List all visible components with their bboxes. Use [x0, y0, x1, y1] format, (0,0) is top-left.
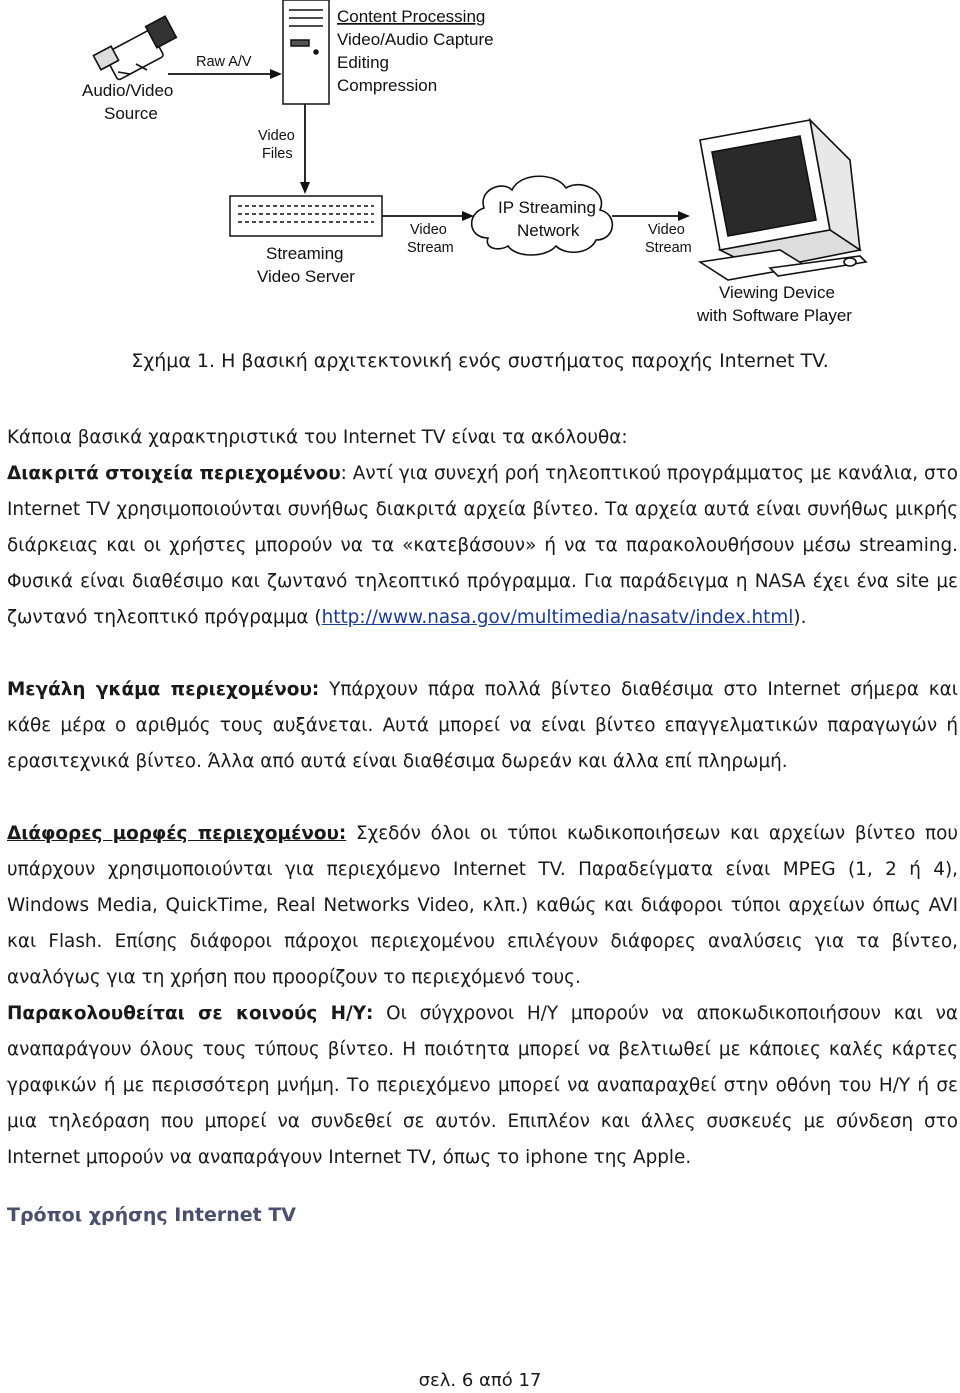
p3-bold: Διάφορες μορφές περιεχομένου:: [7, 823, 347, 844]
processing-item-3: Compression: [337, 76, 438, 95]
source-label-1: Audio/Video: [82, 81, 174, 100]
server-label-1: Streaming: [266, 244, 344, 263]
intro-text: Κάποια βασικά χαρακτηριστικά του Internet TV είναι τα ακόλουθα:: [7, 427, 628, 448]
camera-icon: [93, 16, 176, 80]
p2-bold: Μεγάλη γκάμα περιεχομένου:: [7, 679, 320, 700]
p3-text: Σχεδόν όλοι οι τύποι κωδικοποιήσεων και αρχείων βίντεο που υπάρχουν χρησιμοποιούνται για περιεχόμενο Internet TV. Παραδείγματα είναι MPEG (1, 2 ή 4), Windows Media, QuickTime, Real Networks Video, κλπ.) καθώς και διάφοροι τύποι αρχείων όπως AVI και Flash. Επίσης διάφοροι πάροχοι περιεχομένου επιλέγουν διάφορες αναλύσεις για τα βίντεο, αναλόγως για τη χρήση που προορίζουν το περιεχόμενό τους.: [7, 823, 958, 988]
p1-text: : Αντί για συνεχή ροή τηλεοπτικού προγράμματος με κανάλια, στο Internet TV χρησιμοποιούνται συνήθως διακριτά αρχεία βίντεο. Τα αρχεία αυτά είναι συνήθως μικρής διάρκειας και οι χρήστες μπορούν να τα «κατεβάσουν» ή να τα παρακολουθήσουν μέσω streaming. Φυσικά είναι διαθέσιμο και ζωντανό τηλεοπτικό πρόγραμμα. Για παράδειγμα η NASA έχει ένα site με ζωντανό τηλεοπτικό πρόγραμμα (: [7, 463, 958, 628]
nasa-link[interactable]: http://www.nasa.gov/multimedia/nasatv/index.html: [321, 607, 794, 628]
processing-item-2: Editing: [337, 53, 389, 72]
monitor-icon: [700, 120, 866, 280]
paragraph-content-formats: [7, 816, 958, 996]
stream-left-label-2: Stream: [407, 240, 454, 256]
intro-paragraph: [7, 420, 958, 636]
network-label-2: Network: [517, 221, 580, 240]
processing-title: Content Processing: [337, 7, 486, 26]
architecture-diagram: [0, 0, 960, 340]
p1-bold: Διακριτά στοιχεία περιεχομένου: [7, 463, 341, 484]
page-number: σελ. 6 από 17: [418, 1370, 542, 1391]
stream-right-label-2: Stream: [645, 240, 692, 256]
network-label-1: IP Streaming: [498, 198, 596, 217]
server-icon: [230, 196, 382, 236]
paragraph-pc-playback: [7, 996, 958, 1176]
raw-av-label: Raw A/V: [196, 54, 252, 70]
processing-computer-icon: [283, 0, 329, 104]
source-label-2: Source: [104, 104, 158, 123]
viewer-label-2: with Software Player: [697, 306, 852, 325]
p2-text: Υπάρχουν πάρα πολλά βίντεο διαθέσιμα στο Internet σήμερα και κάθε μέρα ο αριθμός τους αυξάνεται. Αυτά μπορεί να είναι βίντεο επαγγελματικών παραγωγών ή ερασιτεχνικά βίντεο. Άλλα από αυτά είναι διαθέσιμα δωρεάν και άλλα επί πληρωμή.: [7, 679, 958, 772]
video-files-label-1: Video: [258, 128, 295, 144]
p4-text: Οι σύγχρονοι Η/Υ μπορούν να αποκωδικοποιήσουν και να αναπαράγουν όλους τους τύπους βίντεο. Η ποιότητα μπορεί να βελτιωθεί με κάποιες καλές κάρτες γραφικών ή με περισσότερη μνήμη. Το περιεχόμενο μπορεί να αναπαραχθεί στην οθόνη του Η/Υ ή σε μια τηλεόραση που μπορεί να συνδεθεί σε αυτόν. Επιπλέον και άλλες συσκευές με σύνδεση στο Internet μπορούν να αναπαράγουν Internet TV, όπως το iphone της Apple.: [7, 1003, 958, 1168]
p4-bold: Παρακολουθείται σε κοινούς Η/Υ:: [7, 1003, 374, 1024]
server-label-2: Video Server: [257, 267, 355, 286]
processing-item-1: Video/Audio Capture: [337, 30, 494, 49]
p1-text-end: ).: [793, 607, 807, 628]
stream-right-label-1: Video: [648, 222, 685, 238]
paragraph-content-range: [7, 672, 958, 780]
section-heading: Τρόποι χρήσης Internet TV: [7, 1204, 297, 1226]
video-files-label-2: Files: [262, 146, 293, 162]
viewer-label-1: Viewing Device: [719, 283, 835, 302]
stream-left-label-1: Video: [410, 222, 447, 238]
figure-caption: Σχήμα 1. Η βασική αρχιτεκτονική ενός συστήματος παροχής Internet TV.: [131, 350, 829, 372]
